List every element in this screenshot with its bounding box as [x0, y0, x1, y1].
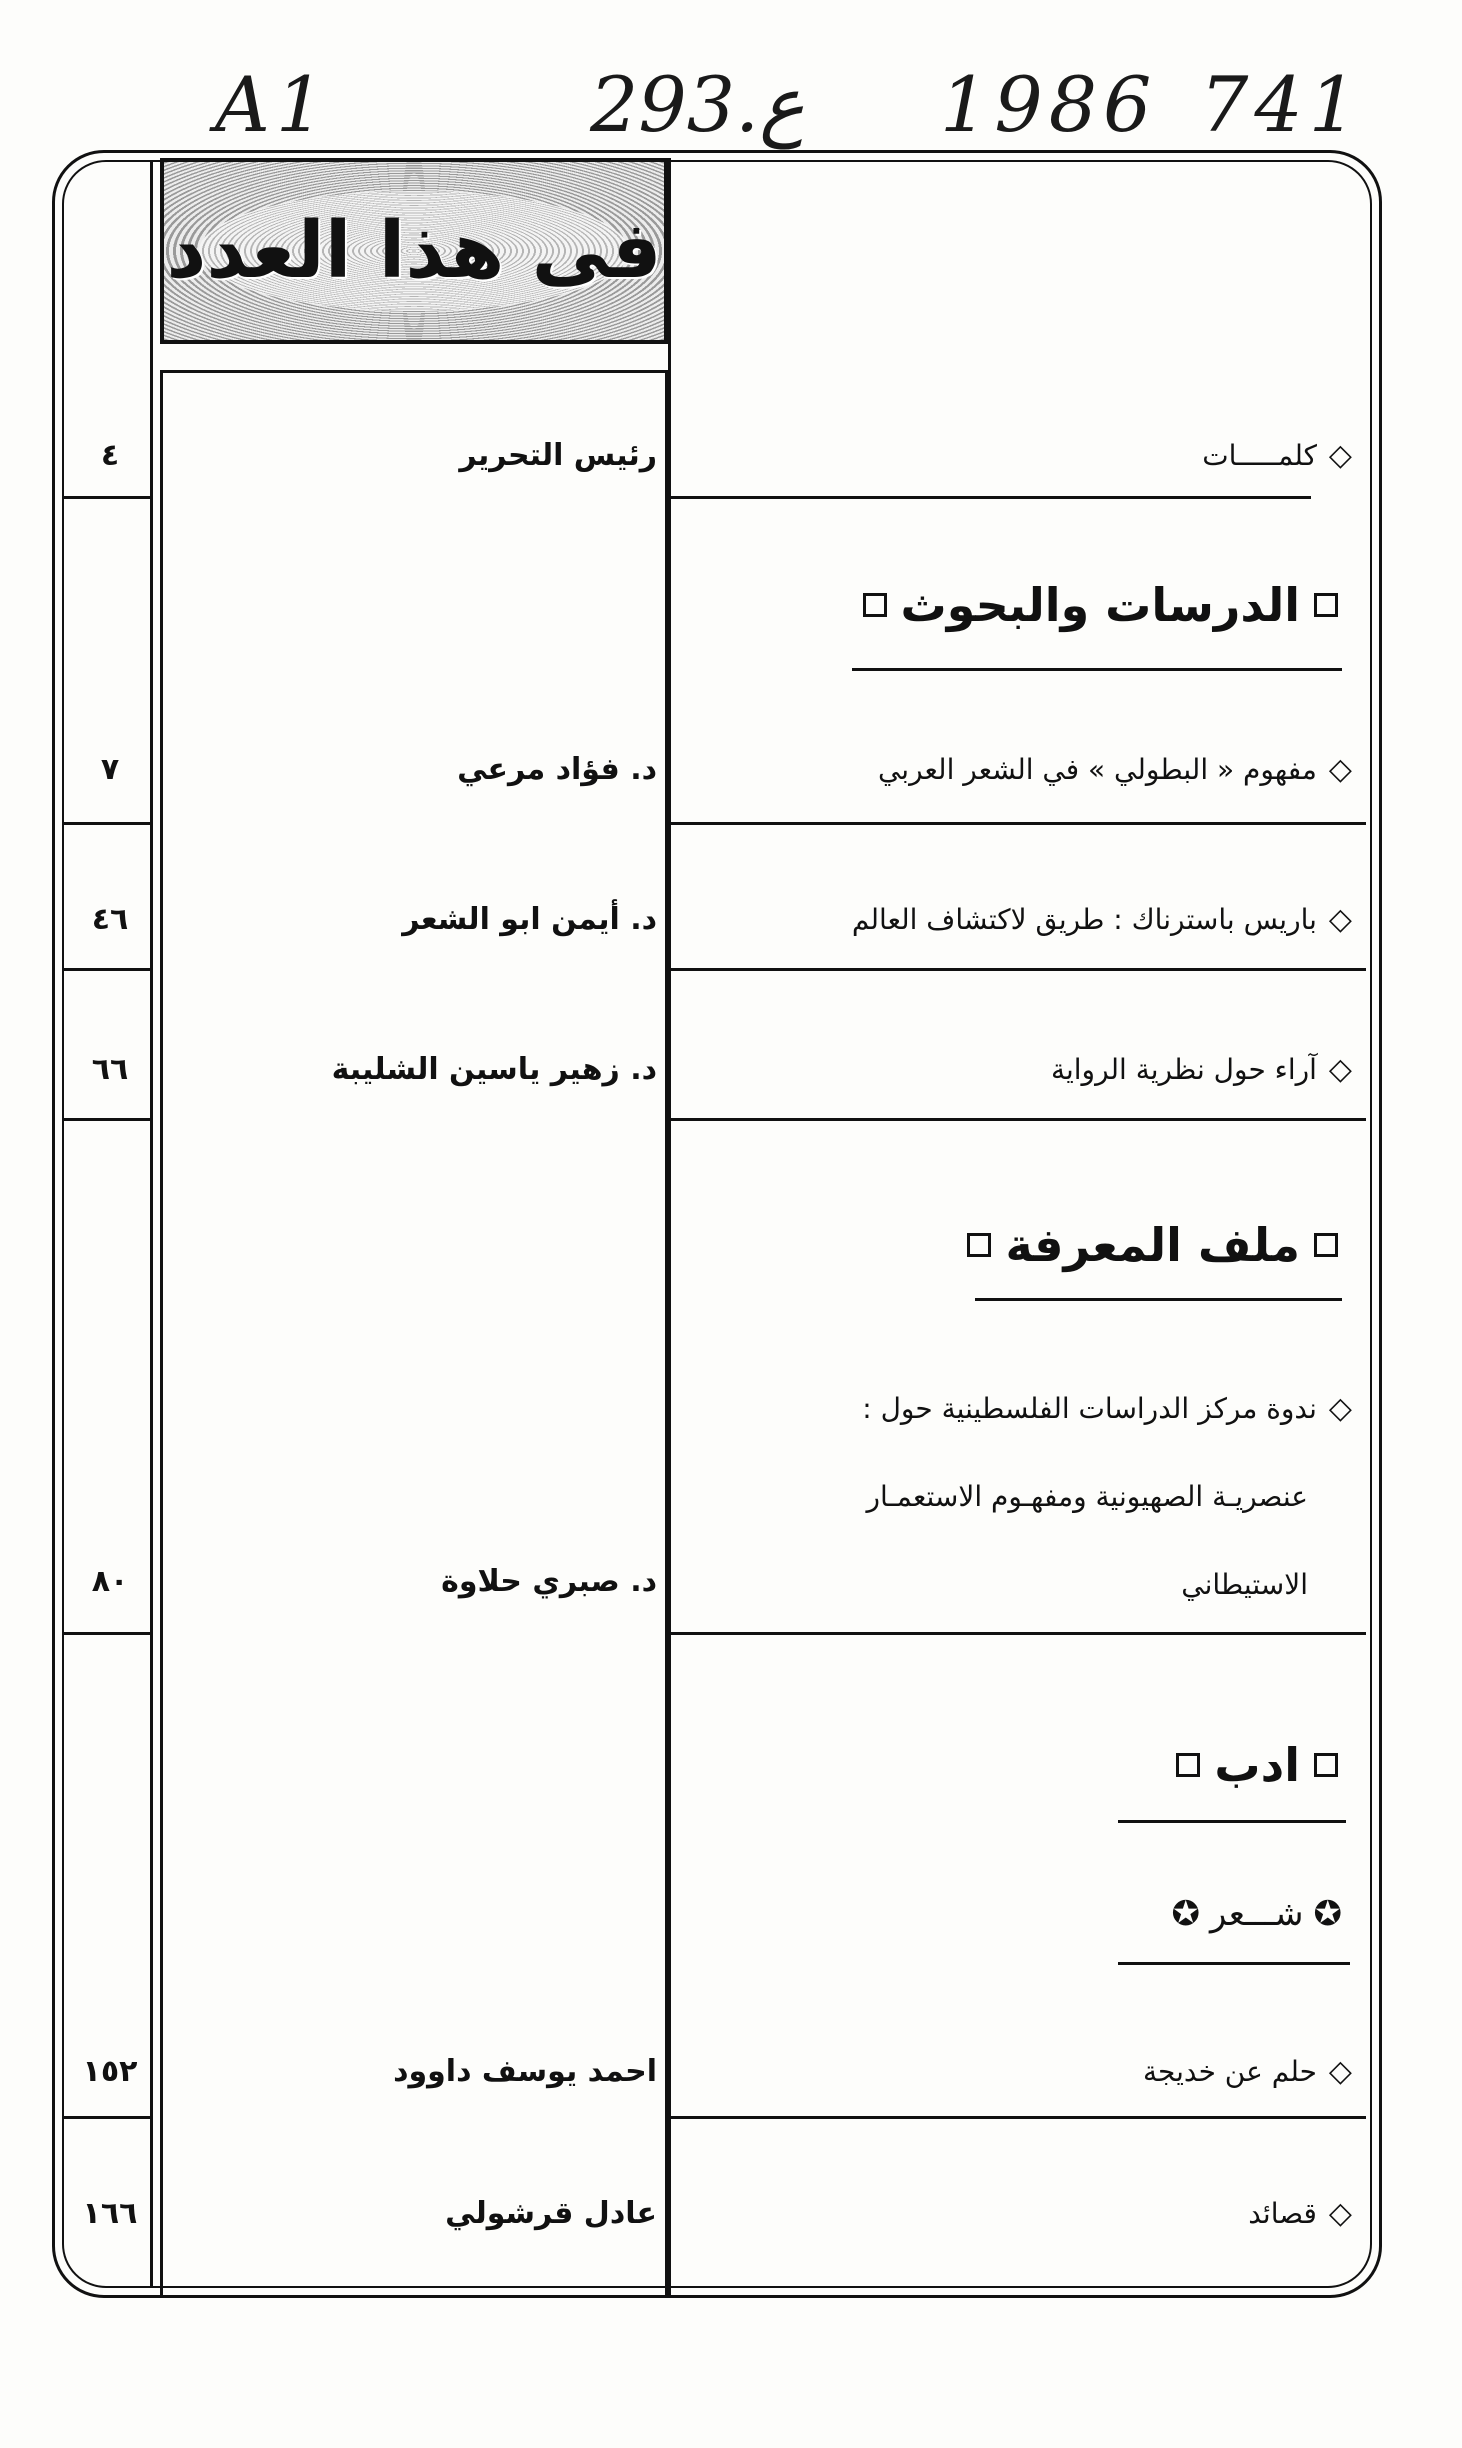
page-divider — [62, 496, 150, 499]
title-column-divider — [668, 158, 671, 2298]
page-divider — [62, 822, 150, 825]
section-underline — [1118, 1820, 1346, 1823]
entry-author: د. فؤاد مرعي — [457, 752, 657, 787]
section-heading-literature — [1162, 1738, 1352, 1792]
row-divider — [671, 2116, 1366, 2119]
entry-author: رئيس التحرير — [459, 438, 657, 473]
section-heading-studies — [849, 578, 1352, 632]
page-column-divider — [150, 160, 153, 2288]
toc-entry-3 — [852, 902, 1352, 937]
section-heading-knowledge — [953, 1218, 1352, 1272]
handwritten-mark-a1: A1 — [215, 60, 331, 149]
entry-page: ١٦٦ — [82, 2196, 138, 2231]
square-icon — [1176, 1753, 1200, 1777]
entry-title: آراء حول نظرية الرواية — [1050, 1053, 1317, 1086]
section-title: ملف المعرفة — [1005, 1218, 1300, 1272]
entry-author: احمد يوسف داوود — [393, 2054, 657, 2089]
entry-title: قصائد — [1248, 2197, 1317, 2230]
section-underline — [852, 668, 1342, 671]
entry-page: ٨٠ — [91, 1564, 129, 1599]
entry-title-line-2: عنصريـة الصهيونية ومفهـوم الاستعمـار — [866, 1480, 1308, 1513]
diamond-icon: ◇ — [1328, 2196, 1352, 2231]
handwritten-mark-year: 1986 — [940, 60, 1158, 149]
entry-title: حلم عن خديجة — [1143, 2055, 1317, 2088]
entry-author: عادل قرشولي — [445, 2196, 657, 2231]
entry-page: ٤٦ — [91, 902, 129, 937]
entry-page: ٧ — [100, 752, 120, 787]
author-column — [160, 370, 668, 2298]
subsection-heading-poetry — [1161, 1894, 1352, 1934]
diamond-icon: ◇ — [1328, 1052, 1352, 1087]
entry-author: د. زهير ياسين الشليبة — [331, 1052, 657, 1087]
handwritten-mark-number: 741 — [1200, 60, 1364, 149]
row-divider — [671, 968, 1366, 971]
diamond-icon: ◇ — [1328, 2054, 1352, 2089]
handwritten-mark-code: 293.ع — [590, 60, 805, 149]
issue-title-box — [160, 158, 668, 344]
section-title: الدرسات والبحوث — [900, 578, 1300, 632]
page-divider — [62, 2116, 150, 2119]
entry-title-line-3: الاستيطاني — [1181, 1568, 1308, 1601]
toc-entry-7 — [1248, 2196, 1352, 2231]
gear-icon: ✪ — [1313, 1894, 1342, 1934]
entry-title-line-1: ندوة مركز الدراسات الفلسطينية حول : — [862, 1392, 1317, 1425]
toc-entry-4 — [1051, 1052, 1352, 1087]
entry-author: د. أيمن ابو الشعر — [402, 902, 657, 937]
entry-title: باريس باسترناك : طريق لاكتشاف العالم — [851, 903, 1317, 936]
entry-author: د. صبري حلاوة — [441, 1564, 657, 1599]
toc-entry-1 — [1202, 438, 1352, 473]
toc-entry-5 — [862, 1380, 1352, 1614]
diamond-icon: ◇ — [1328, 1391, 1352, 1426]
diamond-icon: ◇ — [1328, 438, 1352, 473]
row-divider — [671, 822, 1366, 825]
row-divider — [671, 1632, 1366, 1635]
entry-page: ١٥٢ — [82, 2054, 138, 2089]
issue-title: فى هذا العدد — [166, 206, 662, 296]
entry-page: ٤ — [100, 438, 120, 473]
square-icon — [1314, 593, 1338, 617]
row-divider — [671, 496, 1311, 499]
diamond-icon: ◇ — [1328, 752, 1352, 787]
entry-title: مفهوم « البطولي » في الشعر العربي — [877, 753, 1317, 786]
diamond-icon: ◇ — [1328, 902, 1352, 937]
gear-icon: ✪ — [1171, 1894, 1200, 1934]
square-icon — [1314, 1753, 1338, 1777]
toc-entry-6 — [1143, 2054, 1352, 2089]
page-divider — [62, 1118, 150, 1121]
entry-title: كلمـــــات — [1202, 439, 1317, 472]
square-icon — [1314, 1233, 1338, 1257]
square-icon — [967, 1233, 991, 1257]
square-icon — [863, 593, 887, 617]
section-underline — [975, 1298, 1342, 1301]
section-underline — [1118, 1962, 1350, 1965]
row-divider — [671, 1118, 1366, 1121]
page-divider — [62, 968, 150, 971]
toc-entry-2 — [878, 752, 1352, 787]
entry-page: ٦٦ — [91, 1052, 129, 1087]
page-divider — [62, 1632, 150, 1635]
section-title: ادب — [1214, 1738, 1300, 1792]
subsection-title: شـــعر — [1209, 1894, 1304, 1934]
